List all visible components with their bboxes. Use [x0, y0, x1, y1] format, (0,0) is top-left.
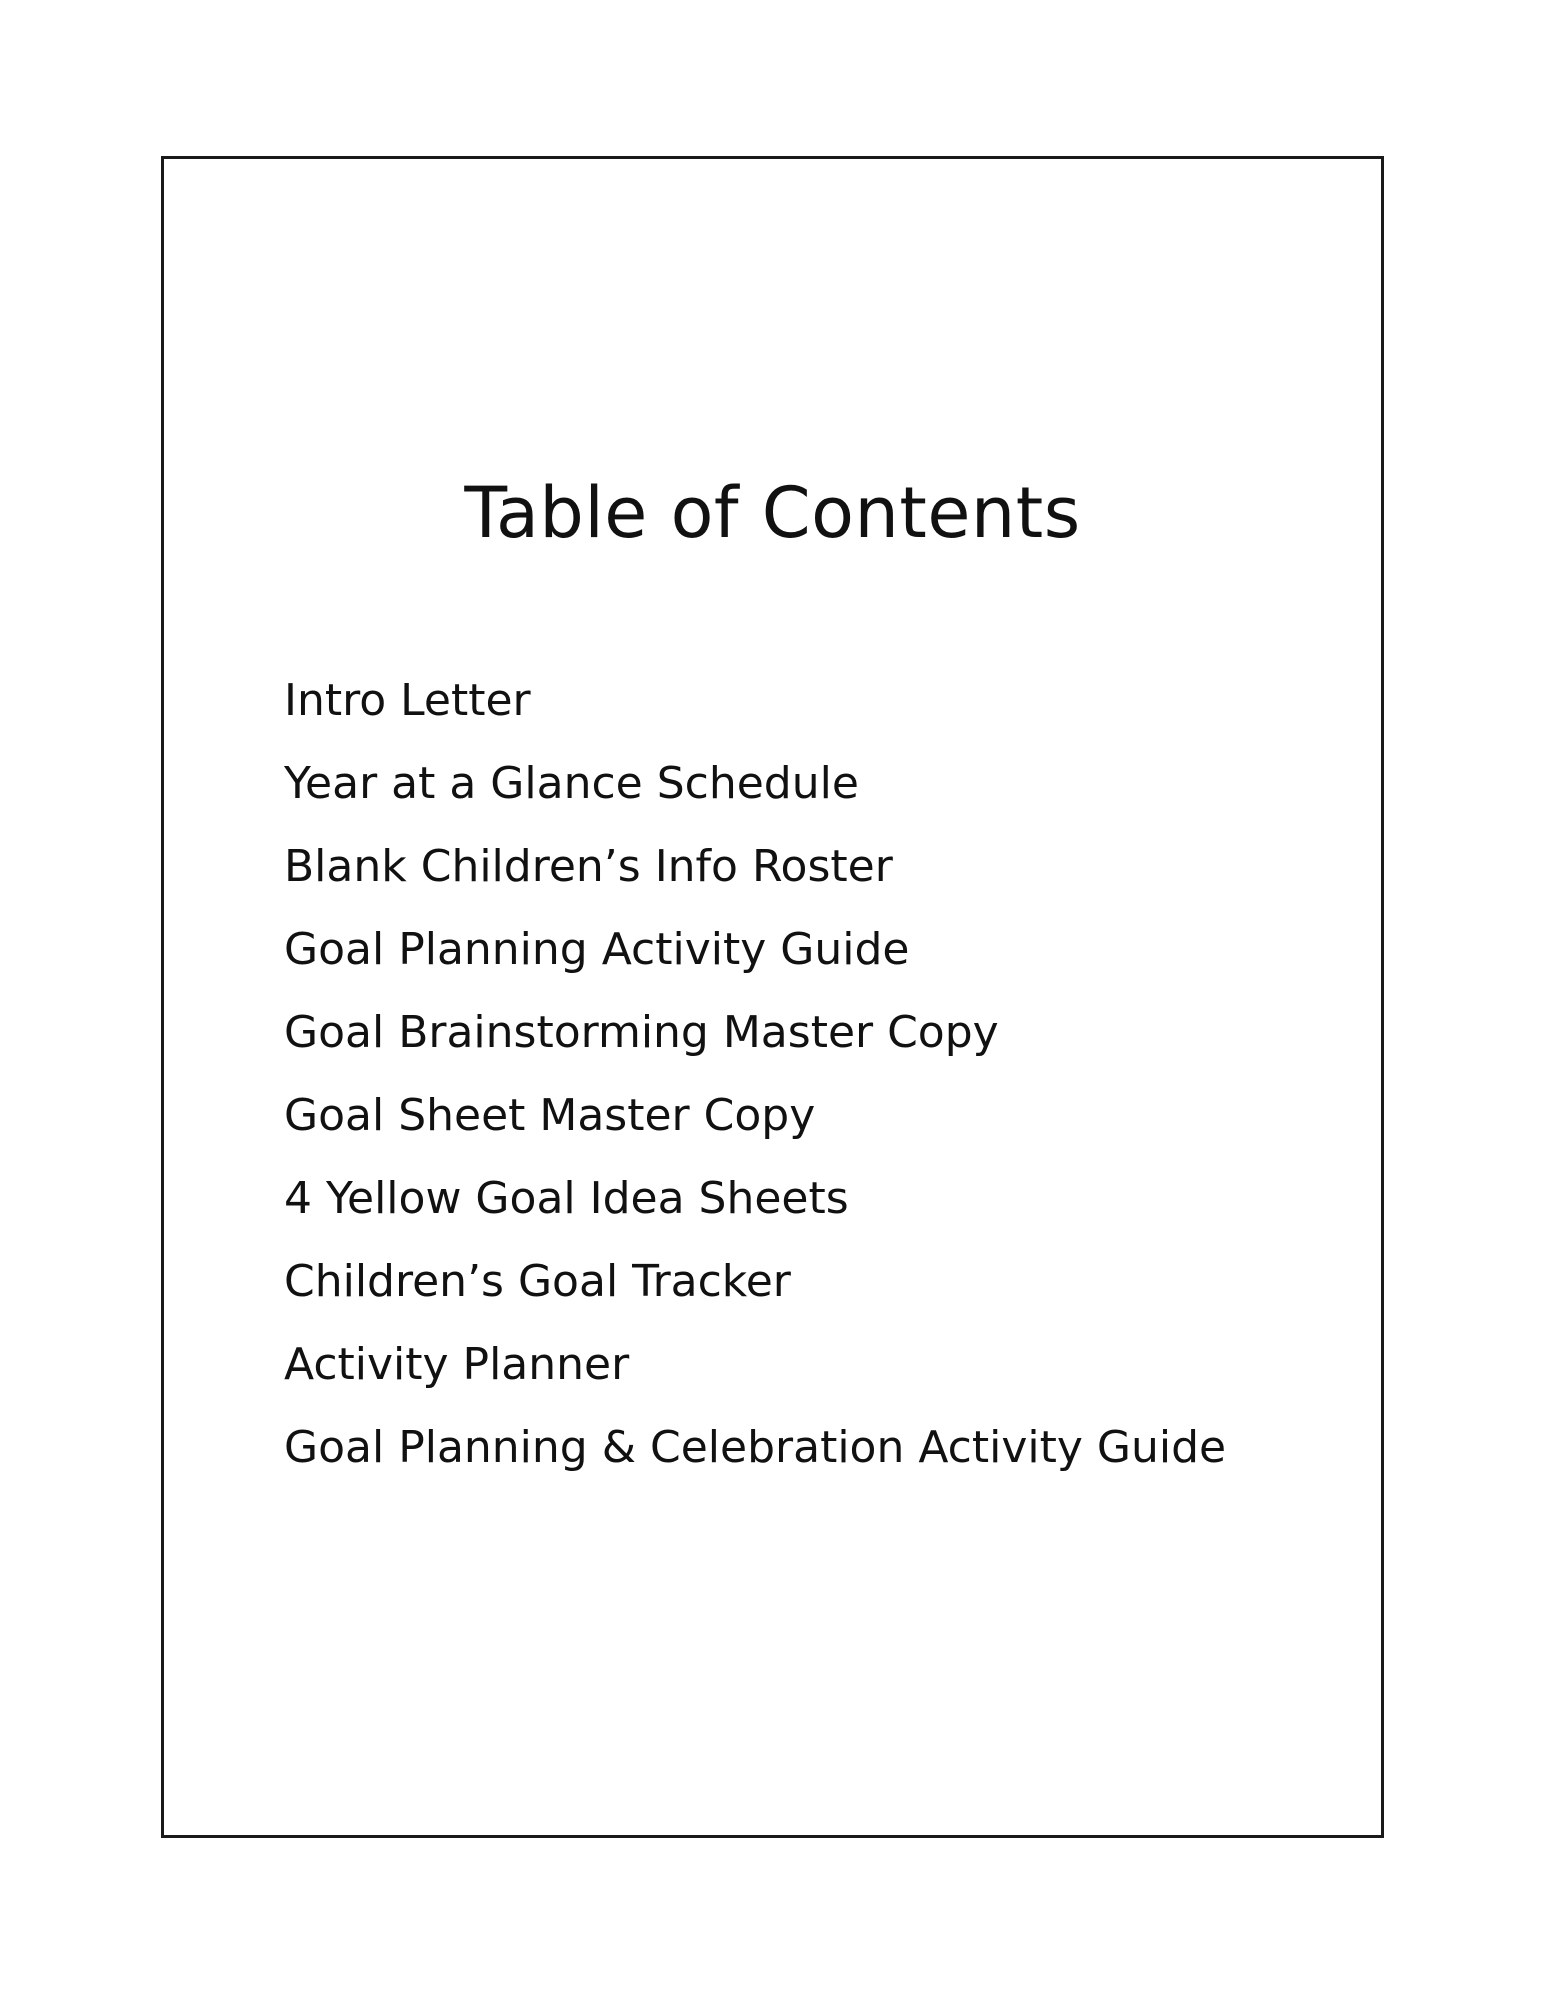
- toc-item: 4 Yellow Goal Idea Sheets: [284, 1173, 849, 1224]
- toc-item: Children’s Goal Tracker: [284, 1256, 791, 1307]
- toc-item: Goal Planning & Celebration Activity Guide: [284, 1422, 1227, 1473]
- toc-item: Goal Brainstorming Master Copy: [284, 1007, 999, 1058]
- toc-list: [284, 659, 1226, 1489]
- toc-item: Goal Planning Activity Guide: [284, 924, 910, 975]
- toc-item: Blank Children’s Info Roster: [284, 841, 893, 892]
- toc-item: Year at a Glance Schedule: [284, 758, 859, 809]
- toc-item: Activity Planner: [284, 1339, 630, 1390]
- toc-item: Goal Sheet Master Copy: [284, 1090, 816, 1141]
- page-title: Table of Contents: [464, 472, 1081, 554]
- toc-item: Intro Letter: [284, 675, 531, 726]
- page-border: [161, 156, 1384, 1838]
